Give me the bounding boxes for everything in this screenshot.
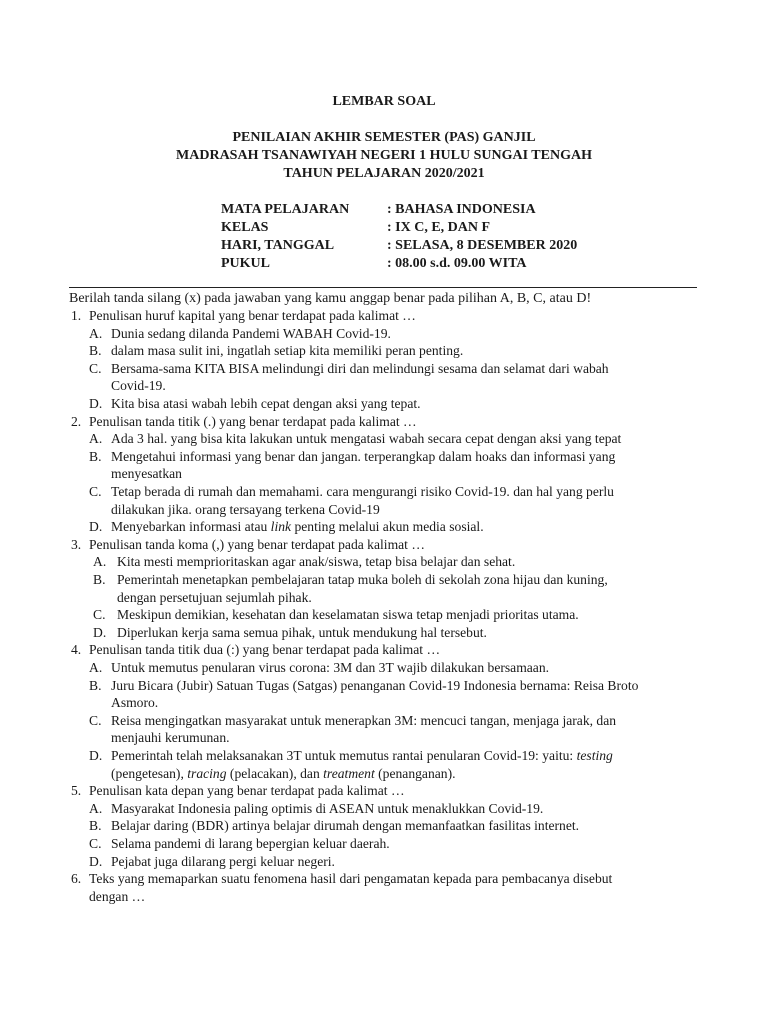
meta-class: [221, 220, 490, 236]
option-text[interactable]: dengan persetujuan sejumlah pihak.: [117, 589, 312, 605]
meta-value: : IX C, E, DAN F: [387, 220, 491, 235]
option-text[interactable]: Asmoro.: [111, 695, 159, 711]
academic-year: TAHUN PELAJARAN 2020/2021: [283, 166, 485, 181]
question-number: 1.: [71, 308, 82, 323]
option-letter: D.: [89, 396, 103, 411]
option-text[interactable]: Mengetahui informasi yang benar dan jangan. terperangkap dalam hoaks dan informasi yang: [111, 448, 616, 464]
option-text[interactable]: Kita bisa atasi wabah lebih cepat dengan aksi yang tepat.: [111, 396, 421, 411]
option-text[interactable]: Tetap berada di rumah dan memahami. cara mengurangi risiko Covid-19. dan hal yang perlu: [111, 484, 614, 499]
option-letter: B.: [89, 677, 102, 693]
option-text[interactable]: Juru Bicara (Jubir) Satuan Tugas (Satgas) penanganan Covid-19 Indonesia bernama: Reisa Broto: [111, 677, 639, 693]
option-text[interactable]: Covid-19.: [111, 378, 166, 394]
option-text[interactable]: Bersama-sama KITA BISA melindungi diri dan melindungi sesama dan selamat dari wabah: [111, 360, 609, 376]
option-letter: A.: [89, 660, 103, 675]
option-text[interactable]: menjauhi kerumunan.: [111, 730, 230, 746]
option-letter: D.: [89, 748, 103, 763]
option-text[interactable]: dilakukan jika. orang tersayang terkena Covid-19: [111, 501, 380, 517]
option-text[interactable]: menyesatkan: [111, 466, 182, 482]
option-text[interactable]: Selama pandemi di larang bepergian keluar daerah.: [111, 836, 390, 851]
meta-time: [221, 256, 527, 272]
option-text[interactable]: Menyebarkan informasi atau link penting melalui akun media sosial.: [111, 519, 484, 535]
option-letter: C.: [89, 484, 102, 499]
question-text: Penulisan tanda titik dua (:) yang benar terdapat pada kalimat …: [89, 642, 441, 658]
question-text: Penulisan tanda titik (.) yang benar terdapat pada kalimat …: [89, 413, 417, 429]
meta-label: MATA PELAJARAN: [221, 202, 350, 217]
question-number: 3.: [71, 536, 82, 552]
option-text[interactable]: Pejabat juga dilarang pergi keluar negeri.: [111, 853, 335, 869]
option-letter: A.: [89, 431, 103, 447]
option-text[interactable]: dalam masa sulit ini, ingatlah setiap kita memiliki peran penting.: [111, 343, 464, 359]
option-letter: A.: [89, 800, 103, 816]
option-letter: A.: [93, 554, 107, 570]
option-letter: A.: [89, 325, 103, 341]
meta-value: : BAHASA INDONESIA: [387, 202, 536, 217]
option-text[interactable]: Belajar daring (BDR) artinya belajar dirumah dengan memanfaatkan fasilitas internet.: [111, 818, 580, 834]
exam-name: PENILAIAN AKHIR SEMESTER (PAS) GANJIL: [232, 130, 536, 145]
option-text[interactable]: Ada 3 hal. yang bisa kita lakukan untuk mengatasi wabah secara cepat dengan aksi yang tepat: [111, 431, 622, 447]
question-text: dengan …: [89, 888, 146, 904]
instruction-text: Berilah tanda silang (x) pada jawaban yang kamu anggap benar pada pilihan A, B, C, atau D!: [69, 291, 592, 306]
meta-label: KELAS: [221, 220, 269, 235]
meta-label: PUKUL: [221, 256, 270, 271]
question-number: 5.: [71, 783, 82, 799]
option-letter: C.: [89, 712, 102, 728]
page-title: LEMBAR SOAL: [332, 94, 436, 109]
option-text[interactable]: Untuk memutus penularan virus corona: 3M dan 3T wajib dilakukan bersamaan.: [111, 660, 550, 675]
question-text: Penulisan huruf kapital yang benar terdapat pada kalimat …: [89, 308, 416, 323]
meta-subject: [221, 202, 536, 218]
option-text[interactable]: Pemerintah telah melaksanakan 3T untuk memutus rantai penularan Covid-19: yaitu: testing: [111, 748, 613, 763]
question-number: 2.: [71, 413, 82, 429]
option-text[interactable]: Meskipun demikian, kesehatan dan keselamatan siswa tetap menjadi prioritas utama.: [117, 607, 579, 623]
option-text[interactable]: Masyarakat Indonesia paling optimis di ASEAN untuk menaklukkan Covid-19.: [111, 800, 544, 816]
header-divider: [69, 287, 697, 288]
school-name: MADRASAH TSANAWIYAH NEGERI 1 HULU SUNGAI TENGAH: [176, 148, 592, 163]
option-letter: D.: [89, 853, 103, 869]
option-letter: B.: [93, 572, 106, 587]
question-text: Teks yang memaparkan suatu fenomena hasil dari pengamatan kepada para pembacanya disebut: [89, 871, 613, 887]
meta-label: HARI, TANGGAL: [221, 238, 335, 253]
question-text: Penulisan kata depan yang benar terdapat pada kalimat …: [89, 783, 405, 799]
option-letter: B.: [89, 343, 102, 359]
option-text[interactable]: Dunia sedang dilanda Pandemi WABAH Covid-19.: [111, 325, 391, 341]
option-text[interactable]: Reisa mengingatkan masyarakat untuk menerapkan 3M: mencuci tangan, menjaga jarak, dan: [111, 712, 617, 728]
option-letter: C.: [93, 607, 106, 623]
option-letter: D.: [89, 519, 103, 535]
question-number: 6.: [71, 871, 82, 887]
option-letter: C.: [89, 836, 102, 851]
option-text[interactable]: Diperlukan kerja sama semua pihak, untuk mendukung hal tersebut.: [117, 624, 487, 640]
option-text[interactable]: Pemerintah menetapkan pembelajaran tatap muka boleh di sekolah zona hijau dan kuning,: [117, 572, 608, 587]
option-text[interactable]: (pengetesan), tracing (pelacakan), dan treatment (penanganan).: [111, 765, 456, 781]
option-letter: D.: [93, 624, 107, 640]
option-text[interactable]: Kita mesti memprioritaskan agar anak/siswa, tetap bisa belajar dan sehat.: [117, 554, 516, 570]
option-letter: B.: [89, 818, 102, 834]
option-letter: B.: [89, 448, 102, 464]
meta-value: : 08.00 s.d. 09.00 WITA: [387, 256, 527, 271]
question-number: 4.: [71, 642, 82, 658]
meta-value: : SELASA, 8 DESEMBER 2020: [387, 238, 578, 253]
option-letter: C.: [89, 360, 102, 376]
meta-date: [221, 238, 577, 254]
question-text: Penulisan tanda koma (,) yang benar terdapat pada kalimat …: [89, 536, 425, 552]
